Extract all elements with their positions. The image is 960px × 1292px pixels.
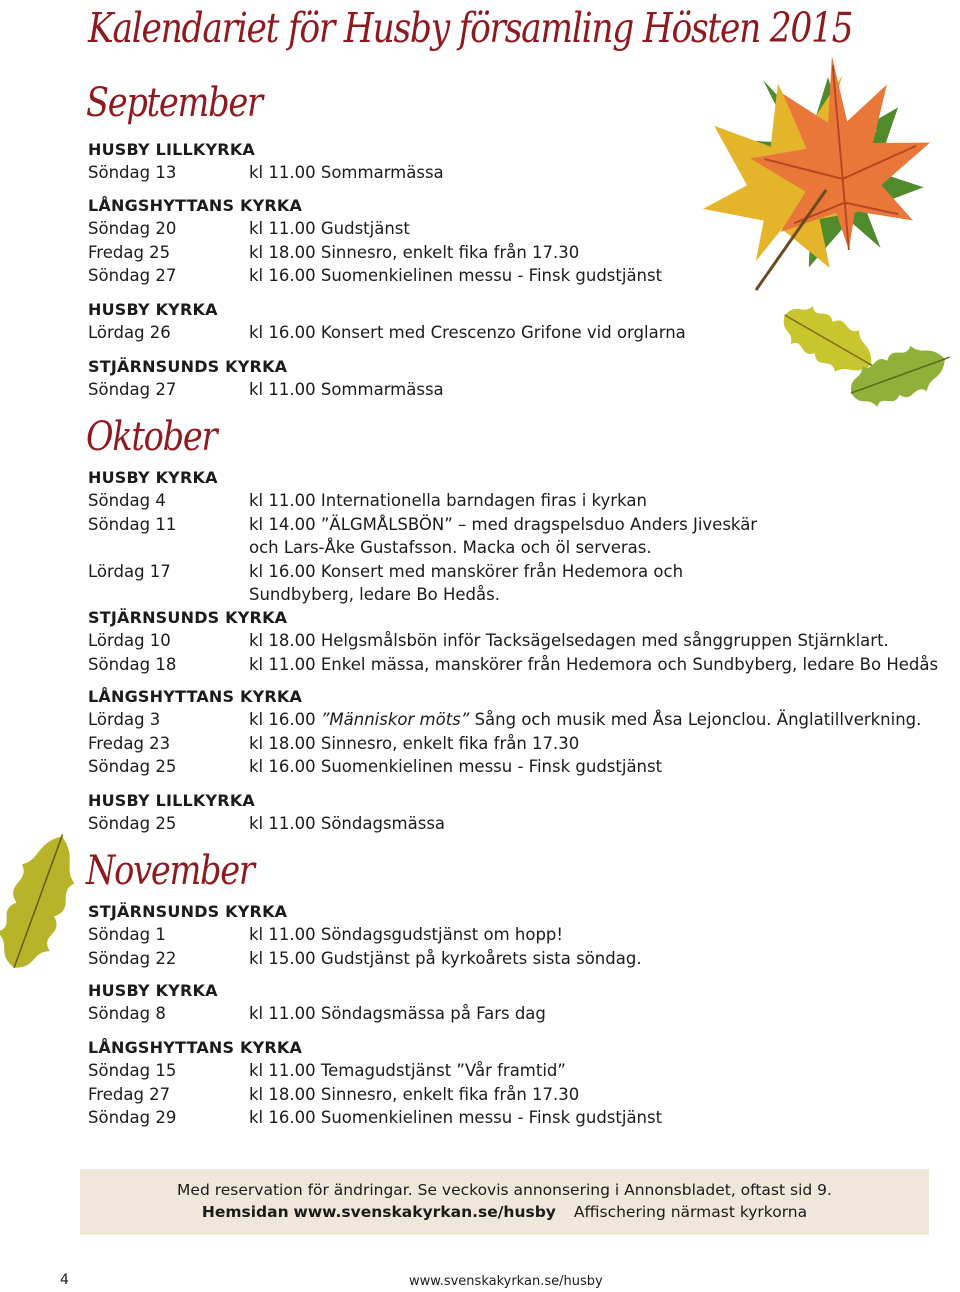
event-desc: kl 18.00 Helgsmålsbön inför Tacksägelsedagen med sånggruppen Stjärnklart. [249, 631, 889, 650]
event-day: Lördag 10 [88, 631, 171, 650]
church-name: HUSBY KYRKA [88, 468, 218, 487]
event-day: Söndag 4 [88, 491, 166, 510]
reservation-note: Med reservation för ändringar. Se veckovis annonsering i Annonsbladet, oftast sid 9. [177, 1181, 832, 1199]
event-quote: ”Människor möts” [320, 710, 470, 729]
event-desc: kl 16.00 Konsert med Crescenzo Grifone vid orglarna [249, 323, 686, 342]
event-row [88, 755, 921, 779]
church-name: HUSBY KYRKA [88, 300, 218, 319]
event-row [88, 732, 921, 756]
event-day: Lördag 3 [88, 710, 161, 729]
event-desc [249, 708, 921, 732]
event-row [88, 378, 444, 402]
section-oktober-husby-kyrka [88, 466, 757, 607]
event-row [88, 1106, 662, 1130]
church-name: LÅNGSHYTTANS KYRKA [88, 687, 303, 706]
event-row [88, 489, 757, 513]
info-box-links [80, 1203, 929, 1221]
event-row [88, 629, 938, 653]
homepage-label: Hemsidan [201, 1203, 289, 1221]
page-number: 4 [60, 1272, 69, 1288]
section-november-stjarnsunds-kyrka [88, 900, 642, 970]
event-day: Söndag 25 [88, 814, 177, 833]
event-row [88, 513, 757, 537]
church-name: HUSBY LILLKYRKA [88, 791, 256, 810]
event-desc: kl 16.00 Suomenkielinen messu - Finsk gudstjänst [249, 266, 663, 285]
event-desc: kl 15.00 Gudstjänst på kyrkoårets sista söndag. [249, 948, 642, 968]
church-name: HUSBY KYRKA [88, 981, 218, 1000]
event-day: Söndag 13 [88, 163, 177, 182]
maple-leaves-icon [676, 50, 960, 300]
page-title: Kalendariet för Husby församling Hösten 2015 [88, 4, 853, 52]
event-row [88, 923, 642, 947]
event-desc: kl 16.00 Suomenkielinen messu - Finsk gudstjänst [249, 757, 663, 776]
event-day: Söndag 22 [88, 948, 177, 968]
event-desc: kl 11.00 Söndagsgudstjänst om hopp! [249, 925, 564, 944]
event-desc: kl 14.00 ”ÄLGMÅLSBÖN” – med dragspelsduo Anders Jiveskär [249, 514, 758, 534]
event-row [88, 708, 921, 732]
church-name: LÅNGSHYTTANS KYRKA [88, 196, 303, 215]
event-row [88, 1059, 662, 1083]
event-day: Lördag 17 [88, 561, 171, 581]
event-day: Söndag 1 [88, 925, 166, 944]
event-desc: kl 11.00 Temagudstjänst ”Vår framtid” [249, 1061, 566, 1080]
section-september-stjarnsunds-kyrka [88, 355, 444, 402]
event-time: kl 16.00 [249, 710, 316, 729]
church-name: STJÄRNSUNDS KYRKA [88, 902, 288, 921]
oak-leaf-icon [770, 288, 960, 428]
event-day: Fredag 27 [88, 1084, 171, 1104]
event-row [88, 653, 938, 677]
event-day: Söndag 15 [88, 1061, 177, 1080]
event-desc-continued: Sundbyberg, ledare Bo Hedås. [249, 585, 500, 604]
section-september-langshyttans-kyrka [88, 194, 662, 288]
event-row [88, 812, 445, 836]
event-desc: kl 11.00 Gudstjänst [249, 219, 410, 238]
event-day: Söndag 20 [88, 219, 177, 238]
event-row [88, 1002, 546, 1026]
event-row [88, 217, 662, 241]
event-desc: kl 18.00 Sinnesro, enkelt fika från 17.30 [249, 1084, 580, 1104]
church-name: HUSBY LILLKYRKA [88, 140, 256, 159]
event-day: Söndag 8 [88, 1004, 166, 1023]
info-box [80, 1169, 929, 1235]
month-heading-november: November [86, 848, 254, 894]
month-heading-oktober: Oktober [86, 414, 217, 460]
event-desc: kl 16.00 Suomenkielinen messu - Finsk gudstjänst [249, 1108, 663, 1127]
posting-note: Affischering närmast kyrkorna [573, 1203, 808, 1221]
section-november-husby-kyrka [88, 979, 546, 1026]
event-desc: kl 11.00 Sommarmässa [249, 163, 444, 182]
event-desc: kl 11.00 Sommarmässa [249, 380, 444, 399]
event-row [88, 560, 757, 584]
section-oktober-stjarnsunds-kyrka [88, 606, 938, 676]
event-row [88, 1083, 662, 1107]
event-day: Söndag 29 [88, 1108, 177, 1127]
event-row [88, 241, 662, 265]
event-row [88, 161, 444, 185]
event-desc-rest: Sång och musik med Åsa Lejonclou. Änglatillverkning. [474, 710, 922, 729]
section-oktober-langshyttans-kyrka [88, 685, 921, 779]
month-heading-september: September [86, 80, 262, 126]
event-day: Fredag 23 [88, 733, 171, 753]
event-row [88, 264, 662, 288]
event-desc-continued: och Lars-Åke Gustafsson. Macka och öl serveras. [249, 538, 652, 557]
event-day: Söndag 27 [88, 380, 177, 399]
event-row [88, 947, 642, 971]
event-day: Söndag 27 [88, 266, 177, 285]
church-name: STJÄRNSUNDS KYRKA [88, 357, 288, 376]
section-september-husby-kyrka [88, 298, 686, 345]
page-footer-link[interactable]: www.svenskakyrkan.se/husby [409, 1274, 603, 1289]
event-desc: kl 11.00 Söndagsmässa på Fars dag [249, 1004, 546, 1023]
event-row [88, 321, 686, 345]
church-name: STJÄRNSUNDS KYRKA [88, 608, 288, 627]
event-desc: kl 11.00 Söndagsmässa [249, 814, 446, 833]
event-day: Lördag 26 [88, 323, 171, 342]
event-desc: kl 11.00 Enkel mässa, manskörer från Hedemora och Sundbyberg, ledare Bo Hedås [249, 654, 939, 674]
event-day: Fredag 25 [88, 242, 171, 262]
church-name: LÅNGSHYTTANS KYRKA [88, 1038, 303, 1057]
oak-leaf-icon [0, 828, 84, 978]
section-september-husby-lillkyrka [88, 138, 444, 185]
event-day: Söndag 11 [88, 514, 177, 534]
event-desc: kl 18.00 Sinnesro, enkelt fika från 17.30 [249, 242, 580, 262]
section-oktober-husby-lillkyrka [88, 789, 445, 836]
event-desc: kl 18.00 Sinnesro, enkelt fika från 17.30 [249, 733, 580, 753]
section-november-langshyttans-kyrka [88, 1036, 662, 1130]
event-day: Söndag 18 [88, 654, 177, 674]
homepage-link[interactable]: www.svenskakyrkan.se/husby [293, 1203, 556, 1221]
event-desc: kl 16.00 Konsert med manskörer från Hedemora och [249, 561, 684, 581]
event-day: Söndag 25 [88, 757, 177, 776]
event-desc: kl 11.00 Internationella barndagen firas i kyrkan [249, 491, 647, 510]
